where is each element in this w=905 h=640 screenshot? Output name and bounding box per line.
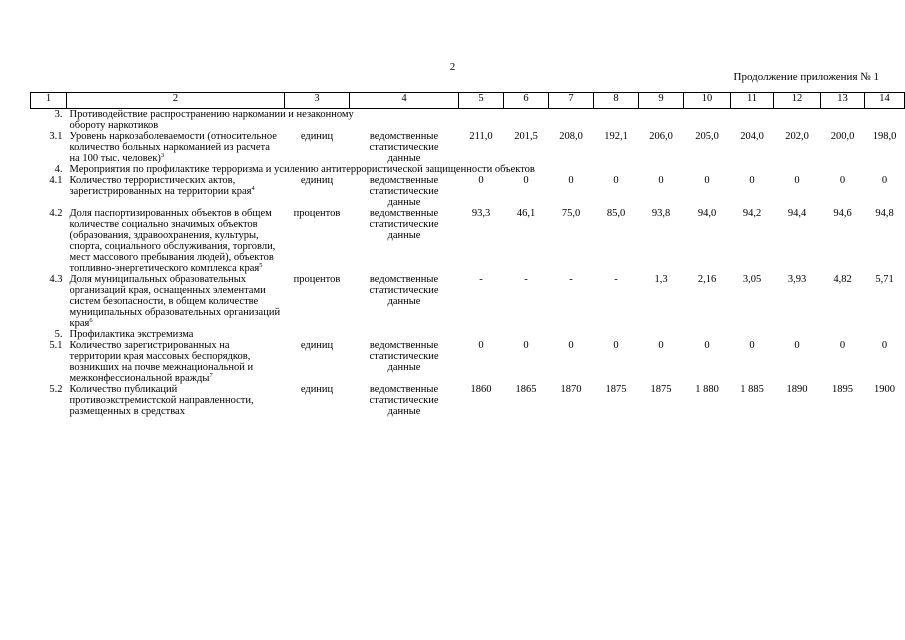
value-cell: 204,0 [740, 131, 764, 142]
indicator-name: Доля паспортизированных объектов в общем количестве социально значимых объектов (образования, здравоохранения, культуры, спорта, социального обслуживания, торговли, мест массового пребывания людей), объектов топливно-энергетического комплекса края [69, 208, 276, 274]
column-header: 3 [285, 93, 350, 109]
value-cell: 1895 [832, 384, 853, 395]
value-cell: 94,8 [875, 208, 894, 219]
appendix-continuation-label: Продолжение приложения № 1 [733, 71, 879, 83]
column-header: 10 [684, 93, 731, 109]
value-cell: 0 [794, 175, 800, 186]
indicator-name: Уровень наркозаболеваемости (относительное количество больных наркоманией из расчета на 100 тыс. человек) [69, 131, 277, 164]
value-cell: 0 [881, 340, 888, 351]
footnote-mark: 7 [209, 372, 213, 379]
value-cell: 85,0 [606, 208, 626, 219]
indicator-name-cell [67, 340, 285, 384]
value-cell: 202,0 [785, 131, 809, 142]
indicator-name-cell [67, 175, 285, 208]
row-number: 5.1 [49, 340, 63, 351]
source-cell: ведомственные статистические данные [369, 131, 439, 164]
table-row [31, 175, 905, 208]
source-cell: ведомственные статистические данные [369, 274, 439, 307]
value-cell: 208,0 [559, 131, 583, 142]
value-cell: 93,8 [651, 208, 671, 219]
value-cell: 206,0 [649, 131, 673, 142]
column-header: 2 [67, 93, 285, 109]
value-cell: 3,05 [742, 274, 762, 285]
value-cell: 0 [749, 340, 755, 351]
value-cell: 93,3 [471, 208, 491, 219]
value-cell: 0 [613, 340, 619, 351]
value-cell: 46,1 [516, 208, 536, 219]
value-cell: 200,0 [830, 131, 855, 142]
value-cell: 1860 [470, 384, 492, 395]
column-header: 7 [549, 93, 594, 109]
table-row [31, 274, 905, 329]
value-cell: 94,6 [833, 208, 852, 219]
value-cell: 0 [704, 340, 710, 351]
unit-cell: единиц [300, 131, 334, 142]
value-cell: 1870 [560, 384, 582, 395]
value-cell: - [479, 274, 483, 285]
row-number: 4.1 [49, 175, 63, 186]
value-cell: 0 [613, 175, 619, 186]
row-number: 4.3 [49, 274, 63, 285]
value-cell: - [569, 274, 573, 285]
table-row [31, 208, 905, 274]
section-number: 3. [54, 109, 63, 120]
column-header: 11 [731, 93, 774, 109]
value-cell: 0 [839, 340, 846, 351]
unit-cell: единиц [300, 384, 334, 395]
column-header: 12 [774, 93, 821, 109]
value-cell: 1865 [515, 384, 537, 395]
value-cell: - [614, 274, 618, 285]
value-cell: 0 [523, 175, 529, 186]
value-cell: 0 [839, 175, 846, 186]
value-cell: 1 880 [695, 384, 719, 395]
value-cell: 0 [658, 175, 664, 186]
section-title: Профилактика экстремизма [69, 329, 194, 340]
indicator-name: Количество публикаций противоэкстремистской направленности, размещенных в средствах [69, 384, 254, 417]
column-header: 13 [821, 93, 865, 109]
column-header: 1 [31, 93, 67, 109]
source-cell: ведомственные статистические данные [369, 340, 439, 373]
section-title: Противодействие распространению наркомании и незаконному обороту наркотиков [69, 109, 354, 131]
row-number: 5.2 [49, 384, 63, 395]
column-header: 8 [594, 93, 639, 109]
value-cell: 192,1 [604, 131, 628, 142]
footnote-mark: 5 [259, 262, 263, 269]
table-row [31, 131, 905, 164]
footnote-mark: 6 [89, 317, 93, 324]
indicator-name-cell [67, 384, 285, 417]
unit-cell: единиц [300, 340, 334, 351]
table-row [31, 384, 905, 417]
value-cell: 0 [523, 340, 529, 351]
footnote-mark: 4 [251, 185, 255, 192]
row-number: 3.1 [49, 131, 63, 142]
value-cell: 0 [478, 175, 484, 186]
indicator-name: Доля муниципальных образовательных организаций края, оснащенных элементами систем безопасности, в общем количестве муниципальных образовательных организаций края [69, 274, 281, 329]
value-cell: 3,93 [787, 274, 807, 285]
source-cell: ведомственные статистические данные [369, 208, 439, 241]
row-number: 4.2 [49, 208, 63, 219]
value-cell: 0 [568, 175, 574, 186]
value-cell: 1875 [605, 384, 627, 395]
unit-cell: процентов [293, 274, 341, 285]
table-row [31, 340, 905, 384]
value-cell: 75,0 [561, 208, 581, 219]
value-cell: 1900 [874, 384, 895, 395]
value-cell: 4,82 [833, 274, 852, 285]
value-cell: 0 [568, 340, 574, 351]
column-header: 5 [459, 93, 504, 109]
section-row [31, 329, 905, 340]
value-cell: 201,5 [514, 131, 538, 142]
section-row [31, 164, 905, 175]
value-cell: 198,0 [872, 131, 897, 142]
value-cell: 1,3 [654, 274, 668, 285]
table-header-row [31, 93, 905, 109]
indicator-name-cell [67, 274, 285, 329]
unit-cell: процентов [293, 208, 341, 219]
value-cell: - [524, 274, 528, 285]
unit-cell: единиц [300, 175, 334, 186]
value-cell: 1 885 [740, 384, 764, 395]
value-cell: 0 [478, 340, 484, 351]
value-cell: 1875 [650, 384, 672, 395]
indicator-name-cell [67, 131, 285, 164]
section-title: Мероприятия по профилактике терроризма и усилению антитеррористической защищенности объектов [69, 164, 535, 175]
page-number: 2 [449, 61, 456, 73]
column-header: 4 [350, 93, 459, 109]
source-cell: ведомственные статистические данные [369, 175, 439, 208]
indicators-table [30, 92, 905, 417]
indicator-name: Количество террористических актов, зарегистрированных на территории края [69, 175, 252, 197]
section-row [31, 109, 905, 132]
value-cell: 94,4 [787, 208, 807, 219]
value-cell: 0 [658, 340, 664, 351]
value-cell: 0 [749, 175, 755, 186]
value-cell: 211,0 [469, 131, 493, 142]
column-header: 6 [504, 93, 549, 109]
column-header: 14 [865, 93, 905, 109]
value-cell: 0 [881, 175, 888, 186]
value-cell: 94,2 [742, 208, 762, 219]
value-cell: 94,0 [697, 208, 717, 219]
value-cell: 0 [704, 175, 710, 186]
column-header: 9 [639, 93, 684, 109]
value-cell: 2,16 [697, 274, 717, 285]
section-number: 5. [54, 329, 63, 340]
indicator-name-cell [67, 208, 285, 274]
source-cell: ведомственные статистические данные [369, 384, 439, 417]
value-cell: 205,0 [695, 131, 719, 142]
value-cell: 0 [794, 340, 800, 351]
section-number: 4. [54, 164, 63, 175]
indicator-name: Количество зарегистрированных на территории края массовых беспорядков, возникших на почве межнациональной и межконфессиональной вражды [69, 340, 254, 384]
footnote-mark: 3 [160, 152, 165, 159]
value-cell: 1890 [786, 384, 808, 395]
value-cell: 5,71 [875, 274, 894, 285]
